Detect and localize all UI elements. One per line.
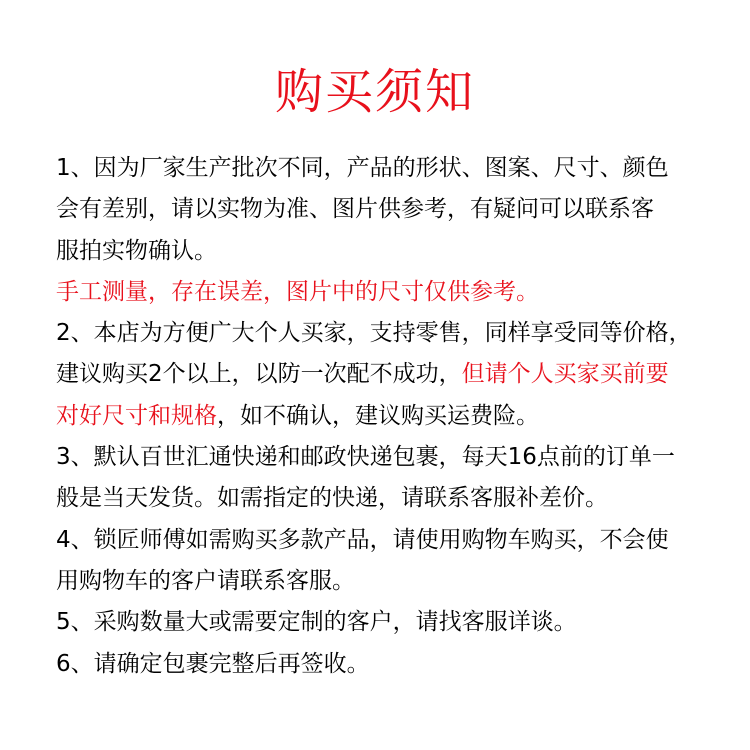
note-3-line-1: 3、默认百世汇通快递和邮政快递包裹，每天16点前的订单一 [56,444,675,471]
note-1-line-1: 1、因为厂家生产批次不同，产品的形状、图案、尺寸、颜色 [56,155,669,181]
note-2-line-3-text: ，如不确认，建议购买运费险。 [217,402,539,429]
note-2-highlight-1: 但请个人买家买前要 [461,361,669,388]
note-2-line-2-text: 建议购买2个以上，以防一次配不成功， [56,361,462,388]
note-1-line-2: 会有差别，请以实物为准、图片供参考，有疑问可以联系客 [56,196,654,223]
note-2-line-2 [56,354,716,395]
note-5-line-1: 5、采购数量大或需要定制的客户，请找客服详谈。 [56,609,577,636]
note-2-highlight-2: 对好尺寸和规格 [56,402,217,429]
purchase-notes [56,148,716,685]
note-1-line-3: 服拍实物确认。 [56,237,217,264]
note-3-line-2: 般是当天发货。如需指定的快递，请联系客服补差价。 [56,485,608,512]
note-2-line-1: 2、本店为方便广大个人买家，支持零售，同样享受同等价格， [56,320,692,347]
note-4-line-1: 4、锁匠师傅如需购买多款产品，请使用购物车购买，不会使 [56,526,669,553]
note-6-line-1: 6、请确定包裹完整后再签收。 [56,650,370,677]
page-title: 购买须知 [274,64,475,120]
note-4-line-2: 用购物车的客户请联系客服。 [56,567,355,594]
note-2-line-3 [56,396,716,437]
measurement-warning: 手工测量，存在误差，图片中的尺寸仅供参考。 [56,278,539,305]
